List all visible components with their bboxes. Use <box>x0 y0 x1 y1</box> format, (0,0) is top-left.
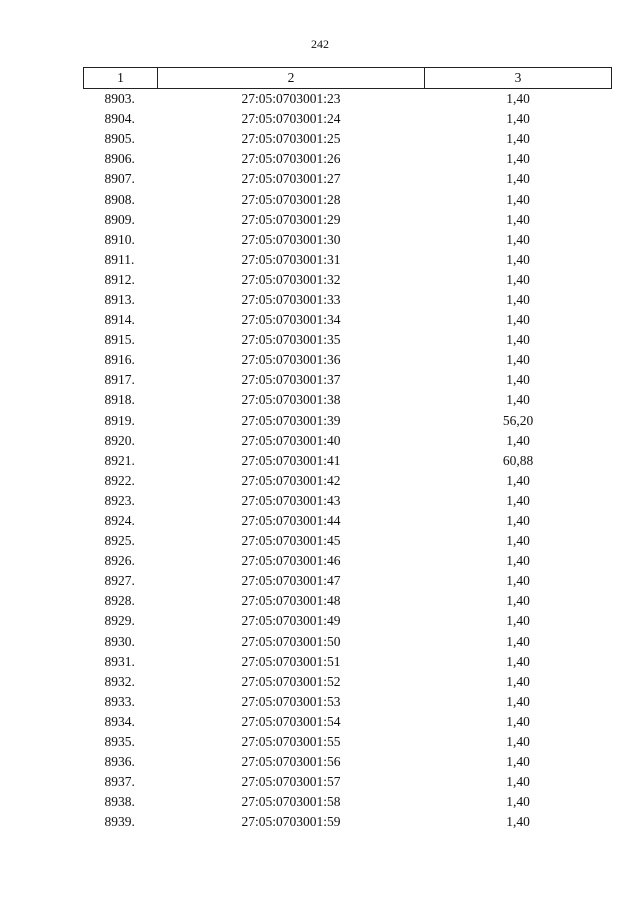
row-number: 8921. <box>104 452 135 468</box>
row-number: 8911. <box>104 251 135 267</box>
table-row <box>84 250 612 270</box>
row-number: 8909. <box>104 211 135 227</box>
table-row <box>84 531 612 551</box>
table-row <box>84 330 612 350</box>
row-number: 8936. <box>104 754 135 770</box>
row-number: 8925. <box>104 533 135 549</box>
row-number: 8926. <box>104 553 135 569</box>
row-number: 8931. <box>104 653 135 669</box>
cadastral-number: 27:05:0703001:35 <box>241 332 341 348</box>
table-row <box>84 210 612 230</box>
row-number: 8903. <box>104 91 135 107</box>
row-number: 8933. <box>104 693 135 709</box>
row-value: 1,40 <box>506 492 530 508</box>
row-value: 1,40 <box>506 171 530 187</box>
cadastral-number: 27:05:0703001:46 <box>241 553 341 569</box>
cadastral-number: 27:05:0703001:59 <box>241 814 341 830</box>
cadastral-number: 27:05:0703001:28 <box>241 191 341 207</box>
cadastral-number: 27:05:0703001:26 <box>241 151 341 167</box>
row-number: 8906. <box>104 151 135 167</box>
row-number: 8935. <box>104 734 135 750</box>
table-row <box>84 652 612 672</box>
header-col-3: 3 <box>425 68 612 89</box>
row-number: 8932. <box>104 673 135 689</box>
row-number: 8939. <box>104 814 135 830</box>
row-number: 8928. <box>104 593 135 609</box>
table-body <box>84 89 612 833</box>
row-value: 1,40 <box>506 151 530 167</box>
row-number: 8910. <box>104 231 135 247</box>
table-row <box>84 189 612 209</box>
table-row <box>84 350 612 370</box>
cadastral-number: 27:05:0703001:58 <box>241 794 341 810</box>
cadastral-number: 27:05:0703001:49 <box>241 613 341 629</box>
table-row <box>84 692 612 712</box>
table-row <box>84 792 612 812</box>
header-row <box>84 68 612 89</box>
cadastral-number: 27:05:0703001:40 <box>241 432 341 448</box>
cadastral-number: 27:05:0703001:34 <box>241 312 341 328</box>
cadastral-number: 27:05:0703001:41 <box>241 452 341 468</box>
row-number: 8912. <box>104 271 135 287</box>
cadastral-number: 27:05:0703001:42 <box>241 472 341 488</box>
cadastral-number: 27:05:0703001:51 <box>241 653 341 669</box>
row-value: 1,40 <box>506 814 530 830</box>
row-number: 8930. <box>104 633 135 649</box>
cadastral-number: 27:05:0703001:23 <box>241 91 341 107</box>
row-value: 1,40 <box>506 673 530 689</box>
table-header <box>84 68 612 89</box>
row-value: 1,40 <box>506 553 530 569</box>
cadastral-number: 27:05:0703001:31 <box>241 251 341 267</box>
page-number: 242 <box>311 37 329 51</box>
table-row <box>84 732 612 752</box>
row-value: 1,40 <box>506 693 530 709</box>
row-value: 1,40 <box>506 533 530 549</box>
row-number: 8924. <box>104 513 135 529</box>
cadastral-number: 27:05:0703001:45 <box>241 533 341 549</box>
row-value: 1,40 <box>506 472 530 488</box>
row-number: 8937. <box>104 774 135 790</box>
row-value: 1,40 <box>506 392 530 408</box>
cadastral-number: 27:05:0703001:43 <box>241 492 341 508</box>
cadastral-number: 27:05:0703001:39 <box>241 412 341 428</box>
table-row <box>84 551 612 571</box>
row-value: 1,40 <box>506 291 530 307</box>
table-row <box>84 611 612 631</box>
row-number: 8915. <box>104 332 135 348</box>
row-number: 8938. <box>104 794 135 810</box>
row-value: 1,40 <box>506 774 530 790</box>
header-col-1: 1 <box>84 68 158 89</box>
cadastral-number: 27:05:0703001:36 <box>241 352 341 368</box>
row-number: 8920. <box>104 432 135 448</box>
cadastral-number: 27:05:0703001:30 <box>241 231 341 247</box>
row-value: 1,40 <box>506 131 530 147</box>
row-value: 1,40 <box>506 111 530 127</box>
cadastral-number: 27:05:0703001:37 <box>241 372 341 388</box>
cadastral-number: 27:05:0703001:24 <box>241 111 341 127</box>
row-value: 1,40 <box>506 352 530 368</box>
cadastral-number: 27:05:0703001:44 <box>241 513 341 529</box>
table-row <box>84 290 612 310</box>
table-row <box>84 571 612 591</box>
cadastral-number: 27:05:0703001:48 <box>241 593 341 609</box>
cadastral-number: 27:05:0703001:47 <box>241 573 341 589</box>
row-value: 1,40 <box>506 573 530 589</box>
row-number: 8907. <box>104 171 135 187</box>
table-row <box>84 772 612 792</box>
table-row <box>84 370 612 390</box>
row-value: 1,40 <box>506 271 530 287</box>
cadastral-number: 27:05:0703001:56 <box>241 754 341 770</box>
row-number: 8917. <box>104 372 135 388</box>
table-row <box>84 129 612 149</box>
row-value: 60,88 <box>502 452 534 468</box>
table-row <box>84 230 612 250</box>
row-number: 8908. <box>104 191 135 207</box>
table-row <box>84 109 612 129</box>
row-number: 8922. <box>104 472 135 488</box>
row-value: 1,40 <box>506 251 530 267</box>
table-row <box>84 270 612 290</box>
data-table <box>83 67 612 832</box>
table-row <box>84 491 612 511</box>
cadastral-number: 27:05:0703001:55 <box>241 734 341 750</box>
row-number: 8916. <box>104 352 135 368</box>
row-number: 8914. <box>104 312 135 328</box>
table-row <box>84 411 612 431</box>
row-value: 1,40 <box>506 211 530 227</box>
table-row <box>84 812 612 832</box>
row-value: 1,40 <box>506 432 530 448</box>
table-row <box>84 451 612 471</box>
row-value: 1,40 <box>506 794 530 810</box>
row-value: 1,40 <box>506 754 530 770</box>
table-row <box>84 310 612 330</box>
row-number: 8929. <box>104 613 135 629</box>
table-row <box>84 752 612 772</box>
cadastral-number: 27:05:0703001:27 <box>241 171 341 187</box>
table-row <box>84 672 612 692</box>
row-value: 1,40 <box>506 191 530 207</box>
table-row <box>84 390 612 410</box>
table-row <box>84 712 612 732</box>
cadastral-number: 27:05:0703001:52 <box>241 673 341 689</box>
row-number: 8904. <box>104 111 135 127</box>
row-number: 8927. <box>104 573 135 589</box>
cadastral-number: 27:05:0703001:53 <box>241 693 341 709</box>
cadastral-number: 27:05:0703001:38 <box>241 392 341 408</box>
row-value: 1,40 <box>506 231 530 247</box>
table-row <box>84 169 612 189</box>
table-row <box>84 149 612 169</box>
header-col-2: 2 <box>158 68 425 89</box>
row-value: 56,20 <box>502 412 534 428</box>
row-number: 8905. <box>104 131 135 147</box>
table-row <box>84 89 612 110</box>
cadastral-number: 27:05:0703001:29 <box>241 211 341 227</box>
cadastral-number: 27:05:0703001:50 <box>241 633 341 649</box>
row-value: 1,40 <box>506 312 530 328</box>
row-number: 8913. <box>104 291 135 307</box>
row-number: 8919. <box>104 412 135 428</box>
row-number: 8918. <box>104 392 135 408</box>
row-value: 1,40 <box>506 91 530 107</box>
row-value: 1,40 <box>506 633 530 649</box>
cadastral-number: 27:05:0703001:32 <box>241 271 341 287</box>
row-value: 1,40 <box>506 734 530 750</box>
table-row <box>84 632 612 652</box>
row-value: 1,40 <box>506 332 530 348</box>
row-value: 1,40 <box>506 372 530 388</box>
row-value: 1,40 <box>506 613 530 629</box>
row-number: 8934. <box>104 713 135 729</box>
cadastral-number: 27:05:0703001:25 <box>241 131 341 147</box>
row-value: 1,40 <box>506 513 530 529</box>
table-row <box>84 471 612 491</box>
row-number: 8923. <box>104 492 135 508</box>
cadastral-number: 27:05:0703001:57 <box>241 774 341 790</box>
table-row <box>84 591 612 611</box>
cadastral-number: 27:05:0703001:54 <box>241 713 341 729</box>
row-value: 1,40 <box>506 653 530 669</box>
table-row <box>84 511 612 531</box>
cadastral-number: 27:05:0703001:33 <box>241 291 341 307</box>
row-value: 1,40 <box>506 593 530 609</box>
row-value: 1,40 <box>506 713 530 729</box>
table-row <box>84 431 612 451</box>
